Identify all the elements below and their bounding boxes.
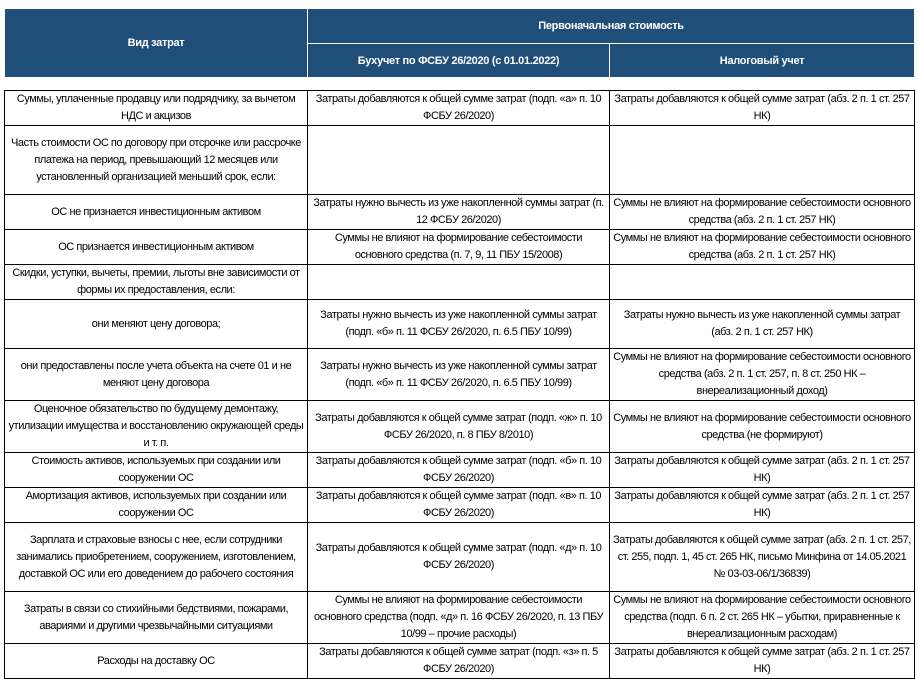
table-row [5,453,915,488]
table-row [5,91,915,126]
cost-type-cell: они меняют цену договора; [5,300,308,349]
cost-type-cell: Стоимость активов, используемых при создании или сооружении ОС [5,453,308,488]
table-row [5,265,915,300]
tax-cell: Затраты добавляются к общей сумме затрат (абз. 2 п. 1 ст. 257 НК) [610,488,915,523]
tax-cell: Суммы не влияют на формирование себестоимости основного средства (абз. 2 п. 1 ст. 257 НК) [610,195,915,230]
cost-type-cell: Зарплата и страховые взносы с нее, если сотрудники занимались приобретением, сооружением, изготовлением, доставкой ОС или его доведением до рабочего состояния [5,523,308,592]
accounting-cell: Суммы не влияют на формирование себестоимости основного средства (п. 7, 9, 11 ПБУ 15/2008) [308,230,610,265]
cost-type-cell: ОС не признается инвестиционным активом [5,195,308,230]
accounting-cell: Суммы не влияют на формирование себестоимости основного средства (подп. «д» п. 16 ФСБУ 26/2020, п. 13 ПБУ 10/99 – прочие расходы) [308,592,610,644]
table-row [5,488,915,523]
cost-type-cell: Расходы на доставку ОС [5,644,308,679]
header-cost-type: Вид затрат [5,9,308,78]
cost-type-cell: Суммы, уплаченные продавцу или подрядчику, за вычетом НДС и акцизов [5,91,308,126]
accounting-cell: Затраты нужно вычесть из уже накопленной суммы затрат (подп. «б» п. 11 ФСБУ 26/2020, п. 6.5 ПБУ 10/99) [308,300,610,349]
accounting-cell [308,126,610,195]
table-row [5,523,915,592]
tax-cell [610,126,915,195]
accounting-cell: Затраты добавляются к общей сумме затрат (подп. «б» п. 10 ФСБУ 26/2020) [308,453,610,488]
table-row [5,195,915,230]
accounting-cell: Затраты добавляются к общей сумме затрат (подп. «з» п. 5 ФСБУ 26/2020) [308,644,610,679]
tax-cell: Суммы не влияют на формирование себестоимости основного средства (абз. 2 п. 1 ст. 257 НК) [610,230,915,265]
table-row [5,300,915,349]
cost-table [4,90,915,679]
cost-type-cell: ОС признается инвестиционным активом [5,230,308,265]
header-tax: Налоговый учет [610,44,915,78]
cost-type-cell: они предоставлены после учета объекта на счете 01 и не меняют цену договора [5,349,308,401]
table-row [5,126,915,195]
table-row [5,592,915,644]
tax-cell: Затраты добавляются к общей сумме затрат (абз. 2 п. 1 ст. 257 НК) [610,91,915,126]
table-row [5,349,915,401]
accounting-cell: Затраты добавляются к общей сумме затрат (подп. «ж» п. 10 ФСБУ 26/2020, п. 8 ПБУ 8/2010) [308,401,610,453]
table-row [5,644,915,679]
tax-cell: Затраты нужно вычесть из уже накопленной суммы затрат (абз. 2 п. 1 ст. 257 НК) [610,300,915,349]
table-row [5,230,915,265]
accounting-cell: Затраты нужно вычесть из уже накопленной суммы затрат (подп. «б» п. 11 ФСБУ 26/2020, п. 6.5 ПБУ 10/99) [308,349,610,401]
accounting-cell: Затраты добавляются к общей сумме затрат (подп. «а» п. 10 ФСБУ 26/2020) [308,91,610,126]
accounting-cell [308,265,610,300]
cost-type-cell: Затраты в связи со стихийными бедствиями, пожарами, авариями и другими чрезвычайными ситуациями [5,592,308,644]
tax-cell: Суммы не влияют на формирование себестоимости основного средства (абз. 2 п. 1 ст. 257, п. 8 ст. 250 НК – внереализационный доход) [610,349,915,401]
tax-cell: Затраты добавляются к общей сумме затрат (абз. 2 п. 1 ст. 257 НК) [610,453,915,488]
tax-cell: Затраты добавляются к общей сумме затрат (абз. 2 п. 1 ст. 257, ст. 255, подп. 1, 45 ст. 265 НК, письмо Минфина от 14.05.2021 № 03-03-06/1/36839) [610,523,915,592]
cost-type-cell: Амортизация активов, используемых при создании или сооружении ОС [5,488,308,523]
accounting-cell: Затраты добавляются к общей сумме затрат (подп. «д» п. 10 ФСБУ 26/2020) [308,523,610,592]
accounting-cell: Затраты нужно вычесть из уже накопленной суммы затрат (п. 12 ФСБУ 26/2020) [308,195,610,230]
cost-type-cell: Оценочное обязательство по будущему демонтажу, утилизации имущества и восстановлению окружающей среды и т. п. [5,401,308,453]
tax-cell: Затраты добавляются к общей сумме затрат (абз. 2 п. 1 ст. 257 НК) [610,644,915,679]
table-row [5,401,915,453]
cost-type-cell: Скидки, уступки, вычеты, премии, льготы вне зависимости от формы их предоставления, если: [5,265,308,300]
header-initial-cost: Первоначальная стоимость [308,9,915,44]
tax-cell: Суммы не влияют на формирование себестоимости основного средства (подп. 6 п. 2 ст. 265 НК – убытки, приравненные к внереализационным расходам) [610,592,915,644]
accounting-cell: Затраты добавляются к общей сумме затрат (подп. «в» п. 10 ФСБУ 26/2020) [308,488,610,523]
cost-type-cell: Часть стоимости ОС по договору при отсрочке или рассрочке платежа на период, превышающий 12 месяцев или установленный организацией меньший срок, если: [5,126,308,195]
tax-cell: Суммы не влияют на формирование себестоимости основного средства (не формируют) [610,401,915,453]
tax-cell [610,265,915,300]
table-header [4,8,915,78]
header-accounting: Бухучет по ФСБУ 26/2020 (с 01.01.2022) [308,44,610,78]
